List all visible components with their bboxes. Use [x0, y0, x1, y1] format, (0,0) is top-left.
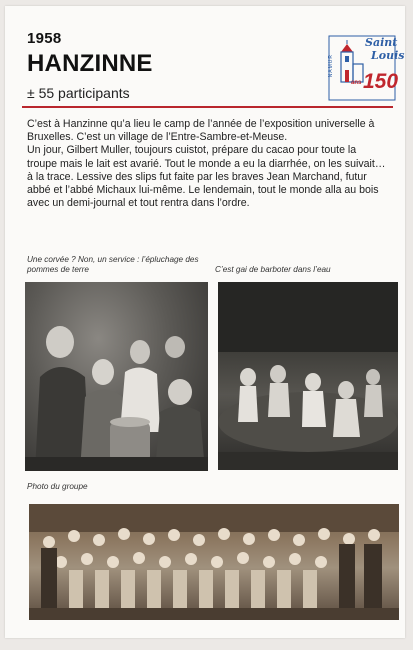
page-title: HANZINNE	[27, 50, 153, 77]
participants-count: ± 55 participants	[27, 85, 130, 101]
photo-peeling-potatoes	[25, 282, 208, 471]
photo-splashing-water	[218, 282, 398, 470]
caption-peeling: Une corvée ? Non, un service : l’épluchage des pommes de terre	[27, 255, 199, 274]
saint-louis-150-logo	[327, 34, 405, 102]
caption-water: C’est gai de barboter dans l’eau	[215, 265, 331, 274]
logo-text-namur: NAMUR	[328, 54, 334, 78]
logo-text-louis: Louis	[371, 49, 405, 62]
logo-text-ans: ans	[351, 80, 362, 86]
logo-text-saint: Saint	[365, 36, 398, 49]
body-text	[27, 118, 389, 210]
red-divider	[22, 106, 393, 108]
year-heading: 1958	[27, 30, 62, 47]
paragraph-2: Un jour, Gilbert Muller, toujours cuistot, prépare du cacao pour toute la troupe mais le lait est avarié. Tout le monde a eu la diarrhée, on les suivait… à la trace. Lessive des slips fut faite par les braves Jean Marchand, futur abbé et l’abbé Michaux lui-même. Le lendemain, tout le monde alla au bois avec un demi-journal et tout rentra dans l’ordre.	[27, 144, 386, 210]
logo-number: 150	[363, 70, 399, 93]
paragraph-1: C’est à Hanzinne qu’a lieu le camp de l’année de l’exposition universelle à Bruxelles. C’est un village de l’Entre-Sambre-et-Meuse.	[27, 118, 375, 144]
document-page	[5, 6, 405, 638]
caption-group: Photo du groupe	[27, 482, 88, 491]
photo-group	[29, 504, 399, 620]
